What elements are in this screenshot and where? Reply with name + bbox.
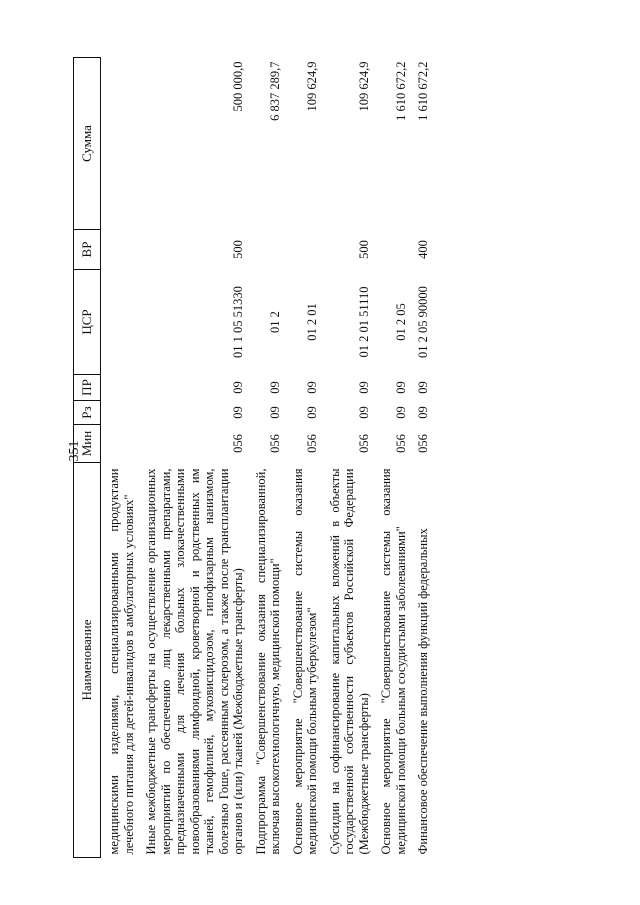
row-name: медицинскими изделиями, специализированными продуктами лечебного питания для детей-инвалидов в амбулаторных условиях" (107, 468, 136, 855)
row-name: Субсидии на софинансирование капитальных вложений в объекты государственной собственности субъектов Российской Федерации (Межбюджетные трансферты) (327, 468, 371, 855)
row-name: Финансовое обеспечение выполнения функций федеральных (416, 528, 430, 855)
row-name: Основное мероприятие "Совершенствование системы оказания медицинской помощи больным туберкулезом" (290, 468, 319, 855)
row-min: 056 (416, 434, 430, 453)
header-vr: ВР (74, 230, 101, 270)
header-pr: ПР (74, 375, 101, 401)
row-min: 056 (231, 434, 245, 453)
row-vr (285, 230, 322, 270)
row-rz: 09 (231, 406, 245, 419)
row-pr (101, 375, 139, 401)
page-number: 351 (67, 440, 82, 462)
row-rz: 09 (416, 406, 430, 419)
budget-table-container (73, 58, 593, 858)
row-pr: 09 (305, 381, 319, 394)
row-name: Иные межбюджетные трансферты на осуществление организационных мероприятий по обеспечению лиц лекарственными препаратами, предназначенными для лечения больных злокачественными новообразованиями лимфоидной, кроветворной и родственных им тканей, гемофилией, муковисцидозом, гипофизарным нанизмом, болезнью Гоше, рассеянным склерозом, а также после трансплантации органов и (или) тканей (Межбюджетные трансферты) (144, 468, 245, 855)
row-csr: 01 2 (268, 311, 282, 333)
row-sum: 109 624,9 (356, 61, 371, 112)
table-header-row (74, 58, 101, 858)
row-pr: 09 (393, 381, 408, 394)
header-csr: ЦСР (74, 270, 101, 375)
row-rz: 09 (268, 406, 282, 419)
row-csr (101, 270, 139, 375)
row-sum: 500 000,0 (231, 61, 245, 112)
table-row (248, 58, 285, 858)
row-csr: 01 2 01 (305, 303, 319, 341)
row-sum: 6 837 289,7 (268, 61, 282, 121)
table-row (138, 58, 248, 858)
table-row (101, 58, 139, 858)
row-csr: 01 2 05 (393, 303, 408, 341)
row-min (101, 425, 139, 463)
row-rz (101, 401, 139, 425)
row-vr: 400 (416, 240, 430, 259)
row-rz: 09 (305, 406, 319, 419)
row-pr: 09 (356, 381, 371, 394)
row-csr: 01 2 01 51110 (356, 286, 371, 358)
row-vr: 500 (356, 240, 371, 259)
row-sum: 109 624,9 (305, 61, 319, 112)
budget-table (73, 57, 433, 858)
row-min: 056 (393, 434, 408, 453)
row-pr: 09 (268, 381, 282, 394)
row-rz: 09 (393, 406, 408, 419)
row-sum: 1 610 672,2 (393, 61, 408, 121)
row-vr (101, 230, 139, 270)
row-rz: 09 (356, 406, 371, 419)
table-row (285, 58, 322, 858)
table-row (373, 58, 410, 858)
row-sum (101, 58, 139, 230)
header-min: Мин (74, 425, 101, 463)
table-row (410, 58, 433, 858)
row-min: 056 (305, 434, 319, 453)
row-sum: 1 610 672,2 (416, 61, 430, 121)
header-sum: Сумма (74, 58, 101, 230)
row-name: Основное мероприятие "Совершенствование системы оказания медицинской помощи больным сосудистыми заболеваниями" (379, 468, 408, 855)
row-vr (248, 230, 285, 270)
row-pr: 09 (416, 381, 430, 394)
row-csr: 01 2 05 90000 (416, 286, 430, 358)
table-row (322, 58, 374, 858)
row-vr (373, 230, 410, 270)
row-min: 056 (356, 434, 371, 453)
header-name: Наименование (74, 463, 101, 858)
row-min: 056 (268, 434, 282, 453)
row-vr: 500 (231, 240, 245, 259)
row-name: Подпрограмма "Совершенствование оказания специализированной, включая высокотехнологичную, медицинской помощи" (253, 468, 282, 855)
row-pr: 09 (231, 381, 245, 394)
header-rz: Рз (74, 401, 101, 425)
row-csr: 01 1 05 51330 (231, 286, 245, 358)
